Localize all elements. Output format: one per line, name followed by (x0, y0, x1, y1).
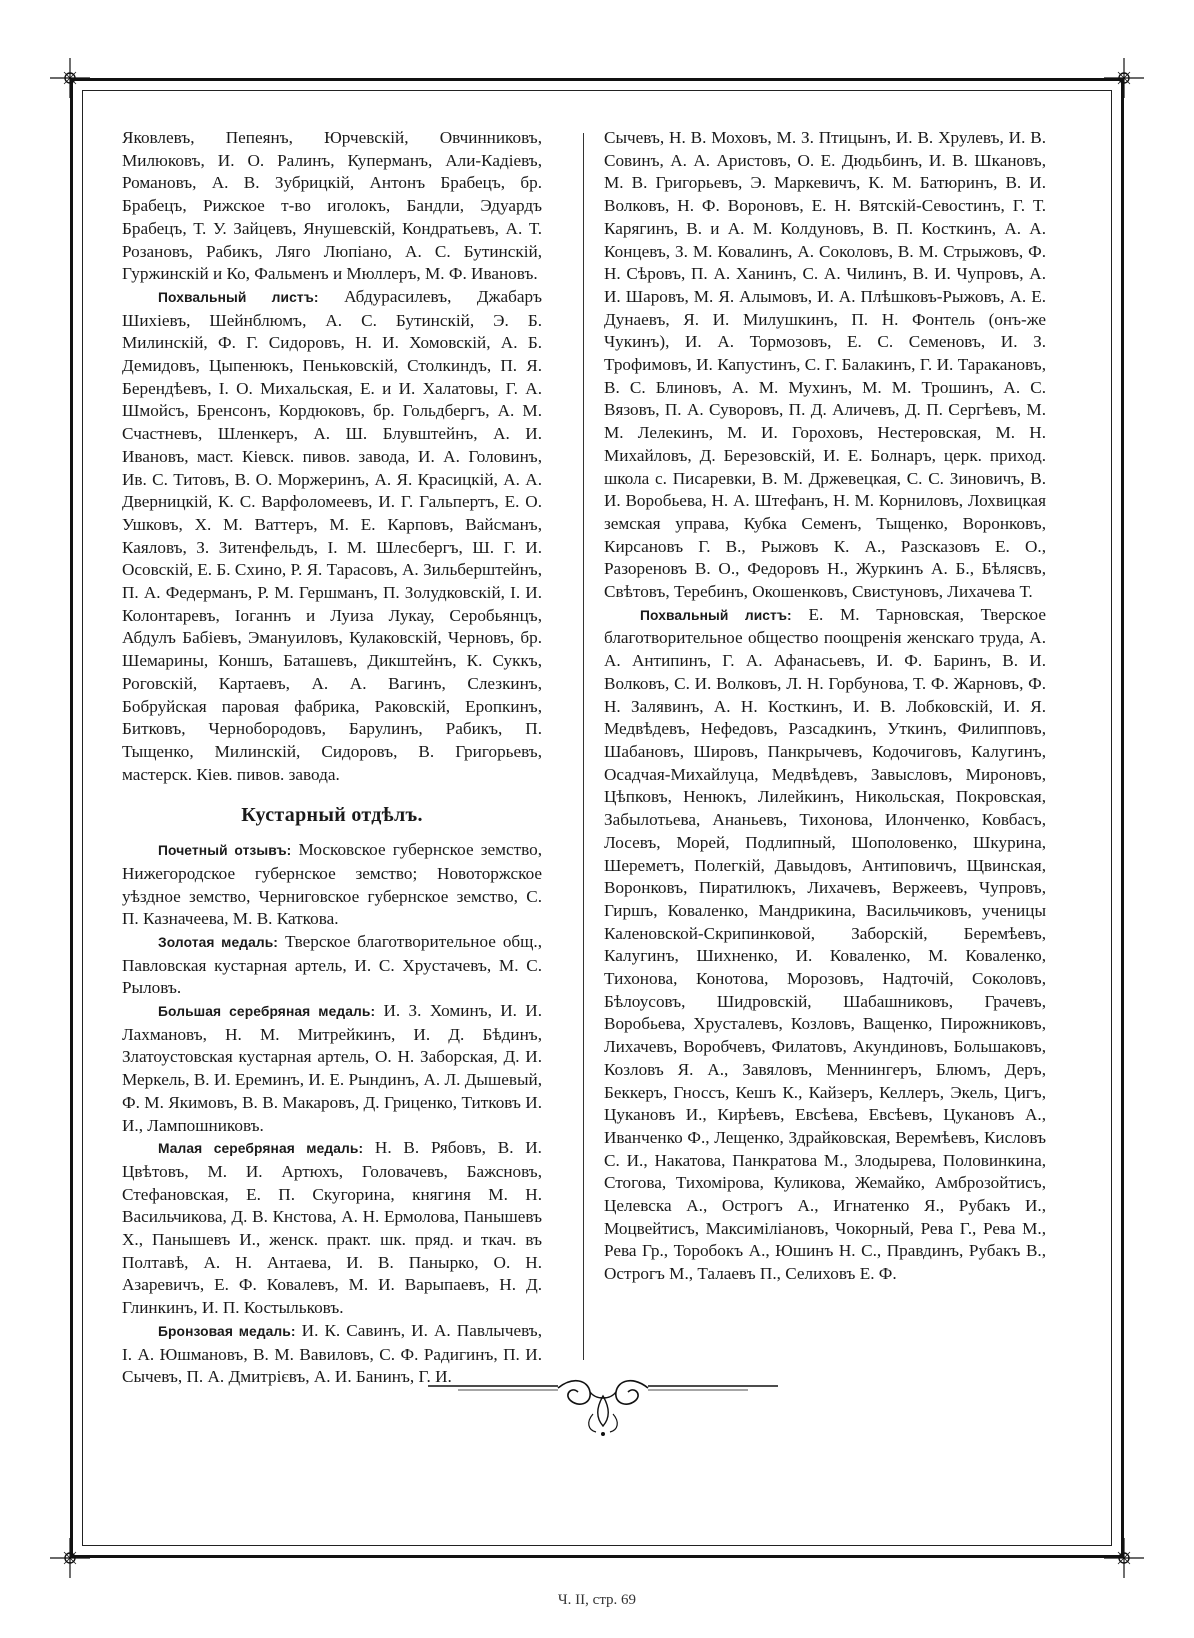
page-number: Ч. II, стр. 69 (557, 1592, 637, 1608)
right-column (604, 127, 1046, 1286)
column-divider (583, 133, 584, 1360)
tailpiece-ornament (418, 1378, 788, 1438)
left-paragraph-bronze-medal: Бронзовая медаль: И. К. Савинъ, И. А. Павлычевъ, І. А. Юшмановъ, В. М. Вавиловъ, С. Ф. Радигинъ, П. И. Сычевъ, П. А. Дмитрієвъ, А. И. Банинъ, Г. И. (122, 1320, 542, 1387)
right-paragraph-continuation: Сычевъ, Н. В. Моховъ, М. З. Птицынъ, И. В. Хрулевъ, И. В. Совинъ, А. А. Аристовъ, О. Е. Дюдьбинъ, И. В. Шкановъ, М. В. Григорьевъ, Э. Маркевичъ, К. М. Батюринъ, В. И. Волковъ, Н. Ф. Вороновъ, Е. Н. Вятскій-Севостинъ, Г. Т. Карягинъ, В. и А. М. Колдуновъ, В. П. Косткинъ, А. А. Концевъ, З. М. Ковалинъ, А. Соколовъ, В. М. Стрыжовъ, Ф. Н. Сѣровъ, П. А. Ханинъ, С. А. Чилинъ, В. И. Чупровъ, А. И. Шаровъ, М. Я. Алымовъ, И. А. Плѣшковъ-Рыжовъ, А. Е. Дунаевъ, Я. И. Милушкинъ, П. Н. Фонтель (онъ-же Чукинъ), И. А. Тормозовъ, Е. С. Семеновъ, И. З. Трофимовъ, И. Капустинъ, С. Г. Балакинъ, Г. И. Таракановъ, В. С. Блиновъ, А. М. Мухинъ, М. М. Трошинъ, А. С. Вязовъ, П. А. Суворовъ, П. Д. Аличевъ, Д. П. Сергѣевъ, М. М. Лелекинъ, М. И. Гороховъ, Нестеровская, М. Н. Михайловъ, Д. Березовскій, И. Е. Болнаръ, церк. приход. школа с. Писаревки, В. М. Држевецкая, С. С. Зиновичъ, В. И. Воробьева, Н. А. Штефанъ, Н. М. Корниловъ, Лохвицкая земская управа, Кубка Семенъ, Тыщенко, Воронковъ, Кирсановъ Г. В., Рыжовъ К. А., Разсказовъ Е. О., Разореновъ В. О., Федоровъ Н., Журкинъ А. Б., Бѣлясвъ, Свѣтовъ, Теребинъ, Окошенковъ, Свистуновъ, Лихачева Т. (604, 128, 1046, 602)
award-label: Бронзовая медаль: (158, 1323, 296, 1339)
award-label: Почетный отзывъ: (158, 843, 292, 859)
corner-ornament-bottom-right (1104, 1538, 1144, 1578)
corner-ornament-bottom-left (50, 1538, 90, 1578)
award-label: Золотая медаль: (158, 934, 278, 950)
left-paragraph-praise-sheet: Похвальный листъ: Абдурасилевъ, Джабаръ Шихіевъ, Шейнблюмъ, А. С. Бутинскій, Э. Б. Милинскій, Ф. Г. Сидоровъ, Н. И. Хомовскій, А. Б. Демидовъ, Цыпенюкъ, Пеньковскій, Столкиндъ, П. Я. Берендѣевъ, І. О. Михальская, Е. и И. Халатовы, Г. А. Шмойсъ, Бренсонъ, Кордюковъ, бр. Гольдбергъ, А. М. Счастневъ, Шленкеръ, А. Ш. Блувштейнъ, А. И. Ивановъ, маст. Кіевск. пивов. завода, И. А. Головинъ, Ив. С. Титовъ, В. О. Моржеринъ, А. Я. Красицкій, А. А. Дверницкій, К. С. Варфоломеевъ, И. Г. Гальпертъ, Е. О. Ушковъ, Х. М. Ваттеръ, М. Е. Карповъ, Вайсманъ, Каяловъ, З. Зитенфельдъ, І. М. Шлесбергъ, Ш. Г. И. Осовскій, Е. Б. Схино, Р. Я. Тарасовъ, А. Зильберштейнъ, П. А. Федерманъ, Р. М. Гершманъ, П. Золудковскій, І. И. Колонтаревъ, Іоганнъ и Луиза Лукау, Серобьянцъ, Абдулъ Бабіевъ, Эмануиловъ, Кулаковскій, Черновъ, бр. Шемарины, Коншъ, Баташевъ, Дикштейнъ, К. Суккъ, Роговскій, Картаевъ, А. А. Вагинъ, Слезкинъ, Бобруйская паровая фабрика, Раковскій, Еропкинъ, Битковъ, Чернобородовъ, Барулинъ, Рабикъ, П. Тыщенко, Милинскій, Сидоровъ, В. Григорьевъ, мастерск. Кіев. пивов. завода. (122, 286, 543, 784)
corner-ornament-top-left (50, 58, 90, 98)
right-paragraph-praise-sheet: Похвальный листъ: Е. М. Тарновская, Тверское благотворительное общество поощренія женскаго труда, А. А. Антипинъ, Г. А. Афанасьевъ, И. Ф. Баринъ, В. И. Волковъ, С. И. Волковъ, Л. Н. Горбунова, Т. Ф. Жарновъ, Ф. Н. Залявинъ, А. Н. Косткинъ, И. В. Лобковскій, И. Я. Медвѣдевъ, Нефедовъ, Разсадкинъ, Уткинъ, Филипповъ, Шабановъ, Шировъ, Панкрычевъ, Кодочиговъ, Калугинъ, Осадчая-Михайлуца, Медвѣдевъ, Завысловъ, Мироновъ, Цѣпковъ, Ненюкъ, Лилейкинъ, Никольская, Покровская, Забылотьева, Ананьевъ, Тихонова, Илонченко, Ковбасъ, Лосевъ, Морей, Подлипный, Шополовенко, Шкурина, Шереметъ, Полегкій, Давыдовъ, Антиповичъ, Щвинская, Воронковъ, Пиратилюкъ, Лихачевъ, Вержеевъ, Чупровъ, Гиршъ, Коваленко, Мандрикина, Васильчиковъ, ученицы Каленовской-Скрипинковой, Заборскій, Беремѣевъ, Калугинъ, Шихненко, И. Коваленко, М. Коваленко, Тихонова, Конотова, Морозовъ, Надточій, Соколовъ, Бѣлоусовъ, Шидровскій, Шабашниковъ, Грачевъ, Воробьева, Хрусталевъ, Козловъ, Ващенко, Пирожниковъ, Лихачевъ, Воробчевъ, Филатовъ, Акундиновъ, Большаковъ, Козловъ Я. А., Завяловъ, Меннингеръ, Блюмъ, Деръ, Беккеръ, Гноссъ, Кешъ К., Кайзеръ, Келлеръ, Экель, Цигъ, Цукановъ И., Кирѣевъ, Евсѣева, Евсѣевъ, Цукановъ А., Иванченко Ф., Лещенко, Здрайковская, Веремѣевъ, Кисловъ С. И., Накатова, Панкратова М., Злодырева, Половинкина, Стогова, Тихомірова, Куликова, Жемайко, Амброзойтисъ, Целевска А., Острогъ А., Игнатенко Я., Рубакъ И., Моцвейтисъ, Максиміліановъ, Чокорный, Рева Г., Рева М., Рева Гр., Торобокъ А., Юшинъ Н. С., Правдинъ, Рубакъ В., Острогъ М., Талаевъ П., Селиховъ Е. Ф. (604, 604, 1046, 1284)
left-paragraph-gold-medal: Золотая медаль: Тверское благотворительное общ., Павловская кустарная артель, И. С. Хрустачевъ, М. С. Рыловъ. (122, 931, 542, 998)
award-label: Малая серебряная медаль: (158, 1141, 364, 1157)
section-heading: Кустарный отдѣлъ. (241, 804, 423, 827)
left-paragraph-small-silver-medal: Малая серебряная медаль: Н. В. Рябовъ, В. И. Цвѣтовъ, М. И. Артюхъ, Головачевъ, Бажсновъ, Стефановская, Е. П. Скугорина, княгиня М. Н. Васильчикова, Д. В. Кнстова, А. Н. Ермолова, Панышевъ Х., Панышевъ И., женск. практ. шк. пряд. и ткач. въ Полтавѣ, А. Н. Антаева, И. В. Панырко, О. Н. Азаревичъ, Е. Ф. Ковалевъ, М. И. Варыпаевъ, Н. Д. Глинкинъ, И. П. Костыльковъ. (122, 1138, 542, 1318)
left-paragraph-large-silver-medal: Большая серебряная медаль: И. З. Хоминъ, И. И. Лахмановъ, Н. М. Митрейкинъ, И. Д. Бѣдинъ, Златоустовская кустарная артель, О. Н. Заборская, Д. И. Меркель, В. И. Ереминъ, И. Е. Рындинъ, А. Л. Дышевый, Ф. М. Якимовъ, В. В. Макаровъ, Д. Гриценко, Титковъ И. И., Лампошниковъ. (122, 1001, 542, 1135)
award-label: Похвальный листъ: (158, 289, 319, 305)
award-label: Похвальный листъ: (640, 607, 792, 623)
award-label: Большая серебряная медаль: (158, 1004, 376, 1020)
left-paragraph-continuation: Яковлевъ, Пепеянъ, Юрчевскій, Овчинниковъ, Милюковъ, И. О. Ралинъ, Куперманъ, Али-Кадіевъ, Романовъ, А. В. Зубрицкій, Антонъ Брабецъ, бр. Брабецъ, Рижское т-во иголокъ, Бандли, Эдуардъ Брабецъ, Т. У. Зайцевъ, Янушевскій, Кондратьевъ, А. Т. Розановъ, Рабикъ, Ляго Люпіано, А. С. Бутинскій, Гуржинскій и Ко, Фальменъ и Мюллеръ, М. Ф. Ивановъ. (122, 128, 542, 284)
left-paragraph-honorable-review: Почетный отзывъ: Московское губернское земство, Нижегородское губернское земство; Новоторжское уѣздное земство, Черниговское губернское земство, С. П. Казначеева, М. В. Каткова. (122, 840, 543, 929)
corner-ornament-top-right (1104, 58, 1144, 98)
left-column (122, 127, 542, 1389)
